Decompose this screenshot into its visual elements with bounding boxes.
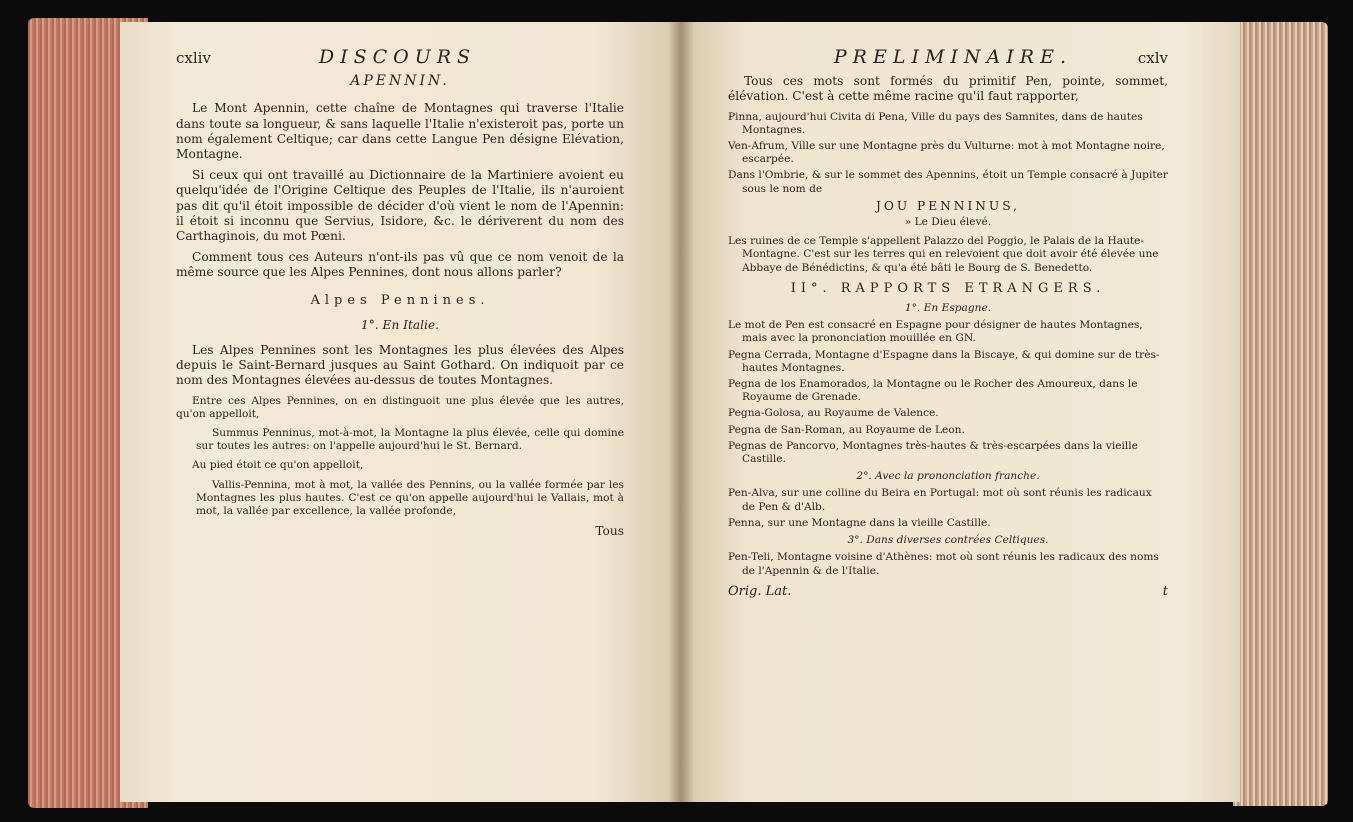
left-small-1: Entre ces Alpes Pennines, on en distinguoit une plus élevée que les autres, qu'on appelloit,	[176, 394, 624, 420]
left-small-3: Au pied étoit ce qu'on appelloit,	[192, 459, 364, 472]
right-header	[728, 46, 1168, 68]
left-catchword: Tous	[595, 524, 624, 539]
left-header	[176, 46, 624, 68]
right-heading: II°. RAPPORTS ETRANGERS.	[790, 280, 1106, 296]
right-footer	[728, 584, 1168, 599]
right-s3: Dans l'Ombrie, & sur le sommet des Apennins, étoit un Temple consacré à Jupiter sous le nom de	[728, 169, 1168, 195]
left-para-3: Comment tous ces Auteurs n'ont-ils pas vû que ce nom venoit de la même source que les Alpes Pennines, dont nous allons parler?	[176, 250, 624, 280]
right-page-edges	[1233, 22, 1328, 806]
right-s4: Les ruines de ce Temple s'appellent Palazzo del Poggio, le Palais de la Haute-Montagne. C'est sur les terres qui en relevoient que doit avoir été élevée une Abbaye de Bénédictins, & qu'a été bâti le Bourg de S. Benedetto.	[728, 235, 1159, 274]
left-small-4: Vallis-Pennina, mot à mot, la vallée des Pennins, ou la vallée formée par les Montagnes les plus hautes. C'est ce qu'on appelle aujourd'hui le Vallais, mot à mot, la vallée par excellence, la vallée profonde,	[196, 478, 624, 518]
left-para-2: Si ceux qui ont travaillé au Dictionnaire de la Martiniere avoient eu quelqu'idée de l'Origine Celtique des Peuples de l'Italie, ils n'auroient pas dit qu'il étoit impossible de décider d'où vient le nom de l'Apennin: il étoit si inconnu que Servius, Isidore, &c. le dériverent du nom des Carthaginois, du mot Pœni.	[176, 168, 624, 244]
right-jou: JOU PENNINUS,	[876, 198, 1020, 213]
open-book	[28, 10, 1328, 816]
left-para-4: Les Alpes Pennines sont les Montagnes les plus élevées des Alpes depuis le Saint-Bernard jusques au Saint Gothard. On indiquoit par ce nom des Montagnes élevées au-dessus de toutes Montagnes.	[176, 343, 624, 388]
right-s2: Ven-Afrum, Ville sur une Montagne près du Vulturne: mot à mot Montagne noire, escarpée.	[728, 140, 1165, 166]
right-sub-1: 1°. En Espagne.	[904, 302, 992, 315]
right-page-number: cxlv	[1137, 49, 1168, 67]
right-e1: Le mot de Pen est consacré en Espagne pour désigner de hautes Montagnes, mais avec la prononciation mouillée en GN.	[728, 319, 1143, 345]
left-small-2: Summus Penninus, mot-à-mot, la Montagne la plus élevée, celle qui domine sur toutes les autres: on l'appelle aujourd'hui le St. Bernard.	[196, 427, 624, 453]
left-heading: Alpes Pennines.	[310, 292, 490, 308]
left-page-text	[176, 46, 624, 539]
right-e4: Pegna-Golosa, au Royaume de Valence.	[728, 407, 939, 420]
right-e6: Pegnas de Pancorvo, Montagnes très-hautes & très-escarpées dans la vieille Castille.	[728, 439, 1138, 466]
right-e5: Pegna de San-Roman, au Royaume de Leon.	[728, 423, 965, 436]
right-c1: Pen-Teli, Montagne voisine d'Athènes: mot où sont réunis les radicaux des noms de l'Apennin & de l'Italie.	[728, 551, 1159, 577]
book-gutter	[668, 22, 694, 802]
left-section-title: APENNIN.	[350, 73, 450, 90]
right-f2: Penna, sur une Montagne dans la vieille Castille.	[728, 516, 991, 529]
right-e2: Pegna Cerrada, Montagne d'Espagne dans la Biscaye, & qui domine sur de très-hautes Montagnes.	[728, 348, 1160, 374]
left-page-number: cxliv	[176, 49, 211, 67]
right-dieu: » Le Dieu élevé.	[904, 216, 992, 229]
left-running-head: DISCOURS	[318, 46, 477, 68]
right-f1: Pen-Alva, sur une colline du Beira en Portugal: mot où sont réunis les radicaux de Pen & d'Alb.	[728, 487, 1152, 513]
right-running-head: PRELIMINAIRE.	[833, 46, 1072, 68]
right-sub-2: 2°. Avec la prononciation franche.	[856, 470, 1040, 483]
right-sub-3: 3°. Dans diverses contrées Celtiques.	[847, 534, 1049, 547]
right-s1: Pinna, aujourd'hui Civita di Pena, Ville du pays des Samnites, dans de hautes Montagnes.	[728, 110, 1143, 136]
left-para-1: Le Mont Apennin, cette chaîne de Montagnes qui traverse l'Italie dans toute sa longueur, & sans laquelle l'Italie n'existeroit pas, porte un nom également Celtique; car dans cette Langue Pen désigne Elévation, Montagne.	[176, 101, 624, 162]
right-para-1: Tous ces mots sont formés du primitif Pen, pointe, sommet, élévation. C'est à cette même racine qu'il faut rapporter,	[728, 74, 1168, 104]
right-signature: Orig. Lat.	[728, 583, 792, 599]
right-e3: Pegna de los Enamorados, la Montagne ou le Rocher des Amoureux, dans le Royaume de Grenade.	[728, 378, 1138, 404]
left-subheading: 1°. En Italie.	[360, 317, 440, 332]
right-signature-mark: t	[1162, 583, 1168, 599]
right-page-text	[728, 46, 1168, 599]
